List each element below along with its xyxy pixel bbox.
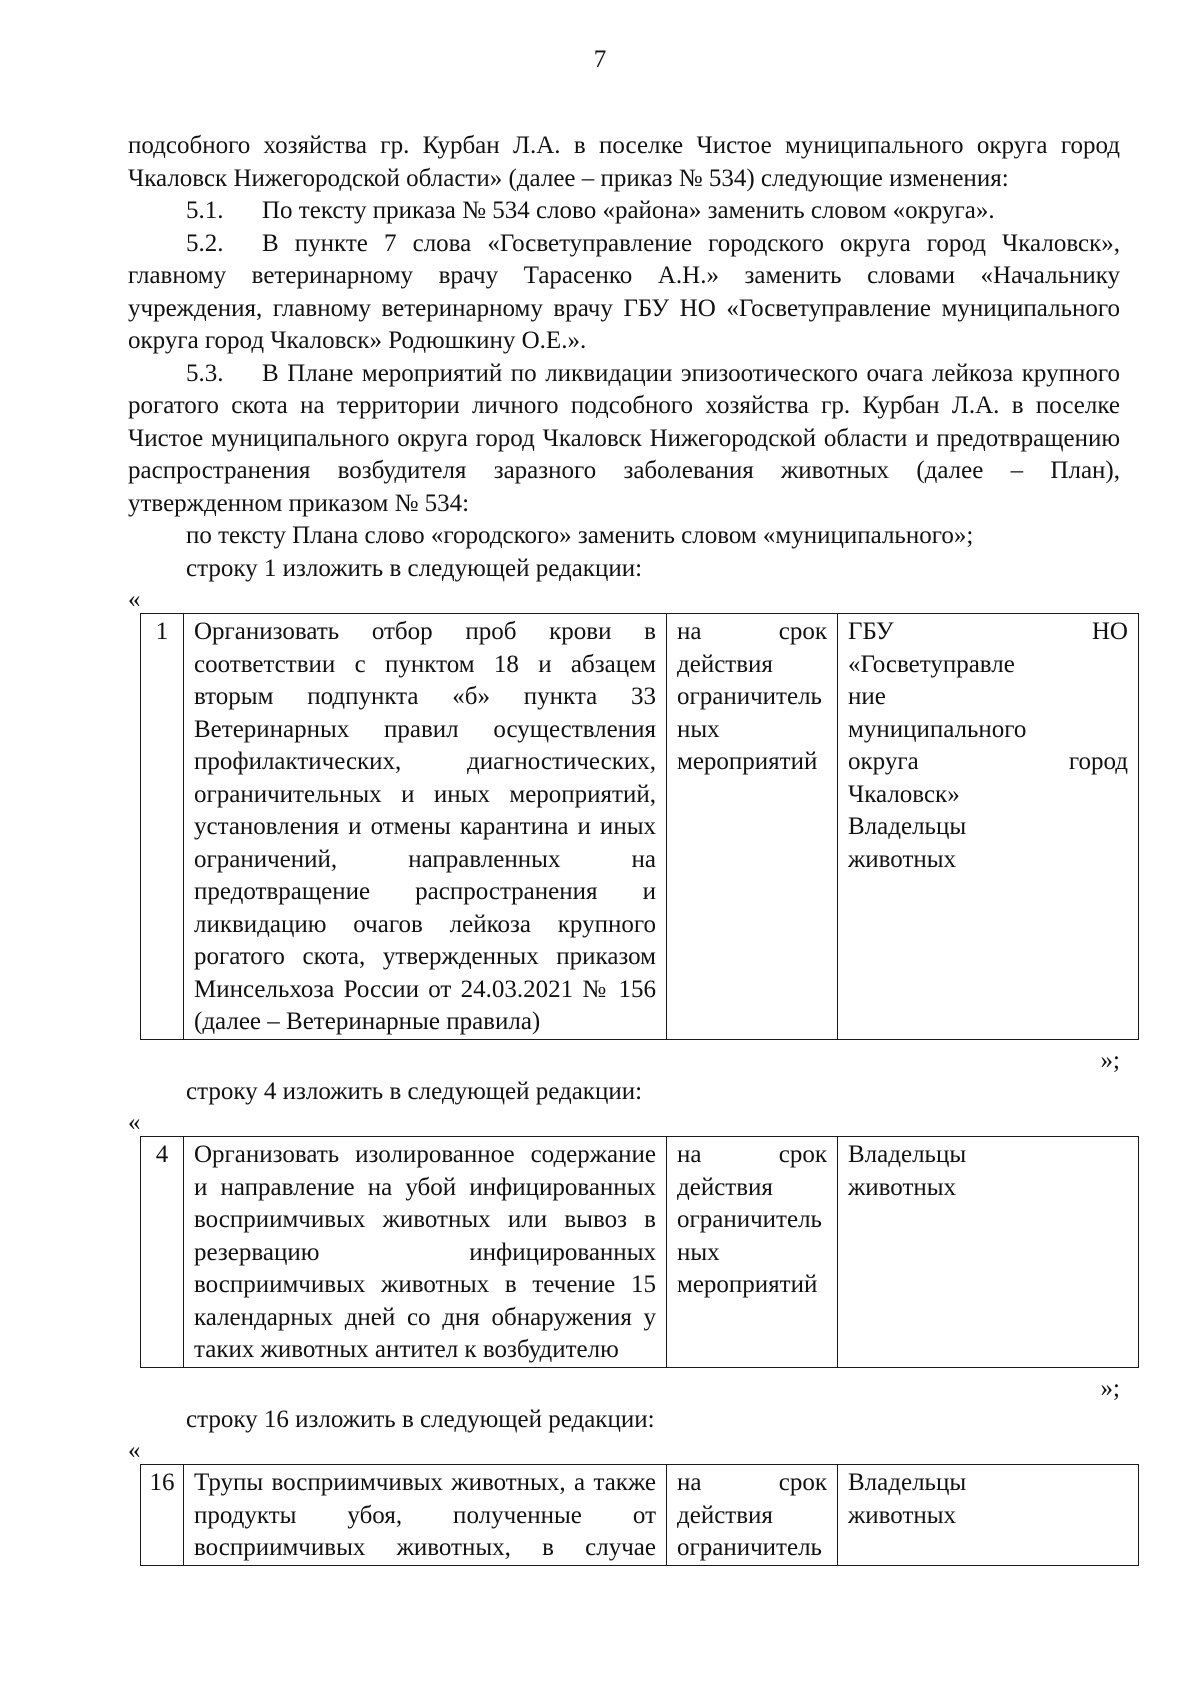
action-line: ликвидацию очагов лейкоза крупного [194,910,656,938]
responsible-cell [838,1465,1139,1566]
quote-open-3: « [128,1437,141,1464]
action-line: соответствии с пунктом 18 и абзацем [194,650,656,678]
term-line: мероприятий [677,1271,818,1298]
action-line: таких животных антител к возбудителю [194,1336,619,1363]
intro-paragraph: подсобного хозяйства гр. Курбан Л.А. в поселке Чистое муниципального округа город Чкаловск Нижегородской области» (далее – приказ № 534) следующие изменения: [128,132,1120,192]
action-line: предотвращение распространения и [194,878,656,905]
action-line: и направление на убой инфицированных [194,1173,656,1201]
action-line: восприимчивых животных, в случае [194,1534,656,1561]
paragraph-5-3-text: В Плане мероприятий по ликвидации эпизоотического очага лейкоза крупного рогатого скота на территории личного подсобного хозяйства гр. Курбан Л.А. в поселке Чистое муниципального округа город Чкаловск Нижегородской области и предотвращению распространения возбудителя заразного заболевания животных (далее – План), утвержденном приказом № 534: [128,359,1120,517]
responsible-line: ГБУ НО [848,618,1128,645]
responsible-line: Чкаловск» [848,780,960,808]
table-row [141,614,1139,1040]
action-line: вторым подпункта «б» пункта 33 [194,683,656,710]
action-line: рогатого скота, утвержденных приказом [194,943,656,970]
action-cell [184,1137,667,1368]
action-line: Ветеринарных правил осуществления [194,715,656,743]
action-line: Трупы восприимчивых животных, а также [194,1469,656,1496]
responsible-line: ние [848,683,886,710]
term-cell [667,1137,838,1368]
responsible-line: животных [848,1173,957,1201]
action-line: Организовать отбор проб крови в [194,618,656,645]
responsible-line: Владельцы [848,1141,967,1168]
paragraph-5-2 [128,228,1120,358]
replace-word-paragraph: по тексту Плана слово «городского» заменить словом «муниципального»; [186,522,974,549]
term-line: на срок [677,1141,827,1168]
responsible-cell [838,1137,1139,1368]
action-line: календарных дней со дня обнаружения у [194,1303,656,1331]
action-line: ограничений, направленных на [194,845,656,873]
term-line: ных [677,1238,720,1266]
row4-intro: строку 4 изложить в следующей редакции: [186,1077,643,1105]
term-line: ограничитель [677,1206,822,1233]
term-line: на срок [677,618,827,645]
term-line: ных [677,715,720,743]
action-line: Минсельхоза России от 24.03.2021 № 156 [194,975,656,1003]
responsible-line: муниципального [848,715,1027,743]
row-number-cell: 4 [141,1137,184,1368]
action-line: Организовать изолированное содержание [194,1141,656,1168]
row1-intro: строку 1 изложить в следующей редакции: [186,554,643,582]
table-row [141,1137,1139,1368]
term-line: мероприятий [677,748,818,775]
action-cell [184,1465,667,1566]
action-line: восприимчивых животных или вывоз в [194,1206,656,1233]
paragraph-5-1 [128,195,1120,228]
table-row [141,1465,1139,1566]
term-line: ограничитель [677,683,822,710]
action-line: профилактических, диагностических, [194,748,656,775]
plan-table-row16 [140,1464,1139,1566]
action-cell [184,614,667,1040]
paragraph-5-2-text: В пункте 7 слова «Госветуправление городского округа город Чкаловск», главному ветеринарному врачу Тарасенко А.Н.» заменить словами «Начальнику учреждения, главному ветеринарному врачу ГБУ НО «Госветуправление муниципального округа город Чкаловск» Родюшкину О.Е.». [128,229,1120,354]
term-cell [667,614,838,1040]
quote-open-2: « [128,1109,141,1136]
responsible-line: Владельцы [848,1469,967,1496]
term-cell [667,1465,838,1566]
action-line: установления и отмены карантина и иных [194,813,656,840]
plan-table-row1 [140,613,1139,1040]
quote-close-2: »; [1100,1374,1120,1402]
responsible-line: животных [848,845,957,873]
page-number: 7 [593,46,607,73]
paragraph-5-3 [128,358,1120,521]
paragraph-5-1-text: По тексту приказа № 534 слово «района» заменить словом «округа». [262,197,995,224]
row-number-cell: 16 [141,1465,184,1566]
responsible-line: «Госветуправле [848,650,1015,678]
action-line: ограничительных и иных мероприятий, [194,780,656,808]
action-line: резервацию инфицированных [194,1238,656,1266]
plan-table-row4 [140,1136,1139,1368]
paragraph-5-3-number: 5.3. [186,359,224,387]
row-number-cell: 1 [141,614,184,1040]
term-line: действия [677,650,773,678]
term-line: действия [677,1173,773,1201]
document-body [128,130,1128,1566]
responsible-line: животных [848,1501,957,1529]
responsible-line: Владельцы [848,813,967,840]
responsible-cell [838,614,1139,1040]
action-line: восприимчивых животных в течение 15 [194,1271,656,1298]
paragraph-5-1-number: 5.1. [186,197,224,224]
term-line: ограничитель [677,1534,822,1561]
paragraph-5-2-number: 5.2. [186,229,224,257]
term-line: действия [677,1501,773,1529]
responsible-line: округа город [848,748,1128,775]
action-line: (далее – Ветеринарные правила) [194,1008,541,1035]
row16-intro: строку 16 изложить в следующей редакции: [186,1405,655,1433]
term-line: на срок [677,1469,827,1496]
quote-open-1: « [128,586,141,613]
action-line: продукты убоя, полученные от [194,1501,656,1529]
quote-close-1: »; [1100,1046,1120,1074]
